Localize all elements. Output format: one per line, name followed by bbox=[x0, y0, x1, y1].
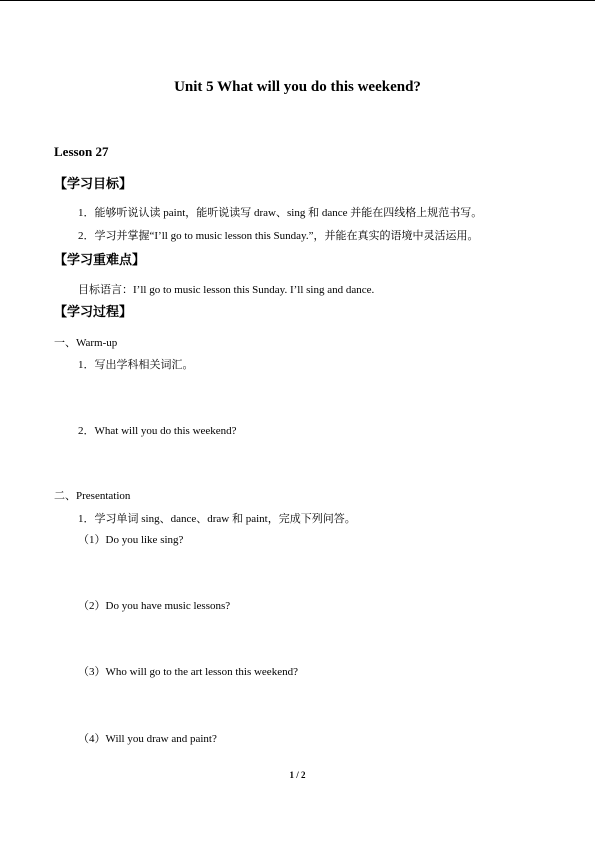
lesson-heading: Lesson 27 bbox=[54, 144, 109, 159]
section-heading-process: 【学习过程】 bbox=[54, 305, 133, 320]
warmup-item: 2．What will you do this weekend? bbox=[78, 425, 237, 437]
warmup-label: 一、Warm-up bbox=[54, 337, 118, 349]
goal-item: 2．学习并掌握“I’ll go to music lesson this Sunday.”，并能在真实的语境中灵活运用。 bbox=[78, 230, 479, 242]
question-item: （4）Will you draw and paint? bbox=[78, 733, 217, 745]
presentation-label: 二、Presentation bbox=[54, 490, 131, 502]
presentation-intro: 1．学习单词 sing、dance、draw 和 paint，完成下列问答。 bbox=[78, 513, 356, 525]
goal-item: 1．能够听说认读 paint，能听说读写 draw、sing 和 dance 并能在四线格上规范书写。 bbox=[78, 207, 483, 219]
question-item: （1）Do you like sing? bbox=[78, 534, 184, 546]
question-item: （2）Do you have music lessons? bbox=[78, 600, 231, 612]
question-item: （3）Who will go to the art lesson this weekend? bbox=[78, 666, 298, 678]
document-title: Unit 5 What will you do this weekend? bbox=[174, 79, 421, 95]
page-top-border bbox=[0, 0, 595, 1]
section-heading-goals: 【学习目标】 bbox=[54, 177, 133, 192]
key-points-text: 目标语言：I’ll go to music lesson this Sunday. I’ll sing and dance. bbox=[78, 284, 375, 296]
warmup-item: 1．写出学科相关词汇。 bbox=[78, 359, 194, 371]
page-number: 1 / 2 bbox=[289, 770, 306, 780]
section-heading-key-points: 【学习重难点】 bbox=[54, 253, 146, 268]
